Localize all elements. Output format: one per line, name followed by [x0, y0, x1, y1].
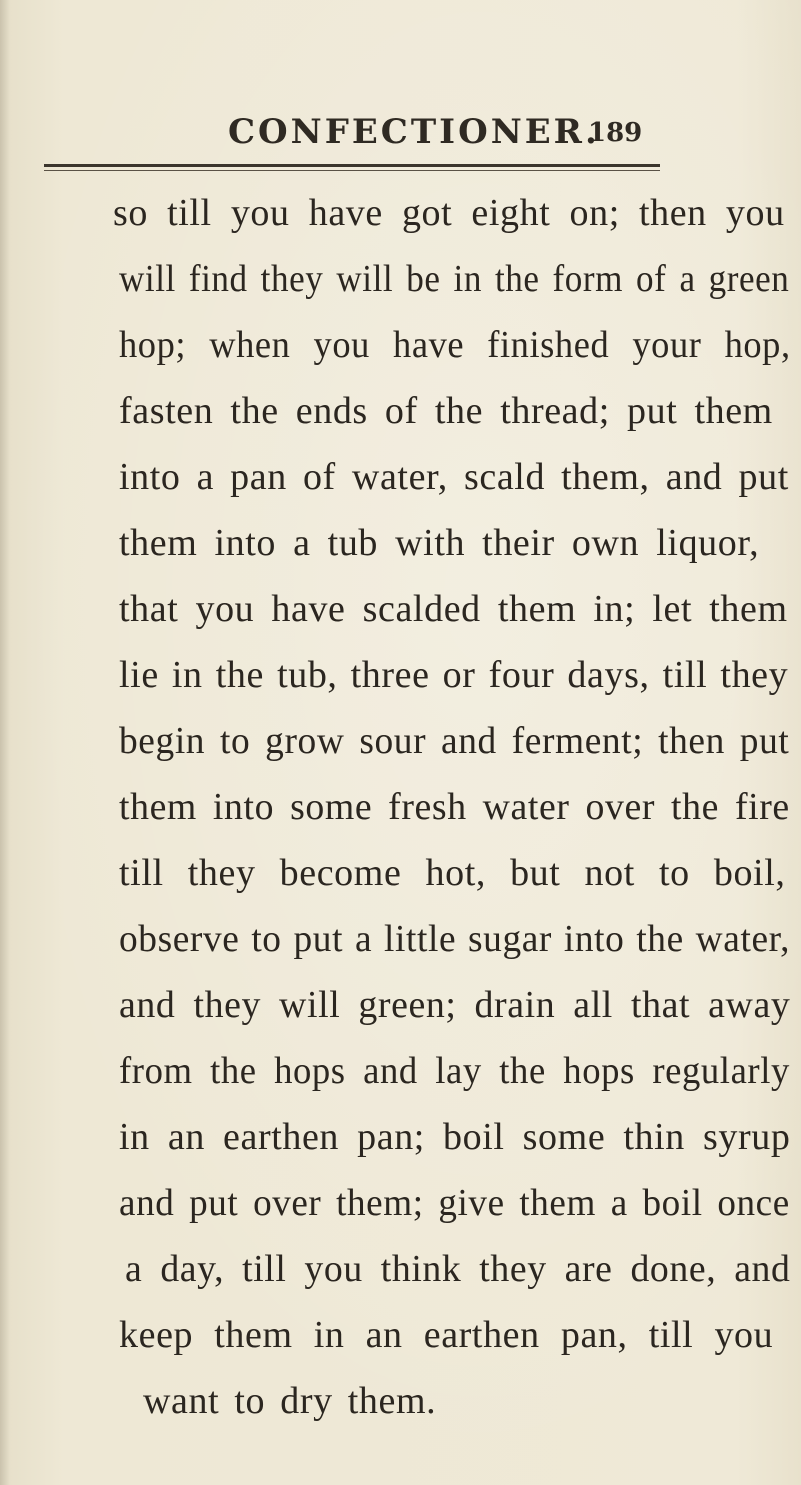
text-line: a day, till you think they are done, and [125, 1248, 791, 1290]
text-line: and they will green; drain all that away [119, 984, 791, 1026]
page-number: 189 [588, 118, 643, 148]
text-line: till they become hot, but not to boil, [119, 852, 786, 894]
text-line: them into some fresh water over the fire [119, 786, 790, 828]
text-line: want to dry them. [143, 1380, 437, 1422]
text-line: keep them in an earthen pan, till you [119, 1314, 774, 1356]
text-line: fasten the ends of the thread; put them [119, 390, 773, 432]
text-line: from the hops and lay the hops regularly [119, 1050, 790, 1092]
text-line: observe to put a little sugar into the water, [119, 918, 791, 960]
text-line: will find they will be in the form of a green [119, 258, 790, 300]
text-line: and put over them; give them a boil once [119, 1182, 790, 1224]
text-line: them into a tub with their own liquor, [119, 522, 760, 564]
text-line: so till you have got eight on; then you [113, 192, 785, 234]
text-line: into a pan of water, scald them, and put [119, 456, 789, 498]
text-line: begin to grow sour and ferment; then put [119, 720, 790, 762]
text-line: in an earthen pan; boil some thin syrup [119, 1116, 791, 1158]
text-line: lie in the tub, three or four days, till they [119, 654, 789, 696]
text-line: hop; when you have finished your hop, [119, 324, 791, 366]
running-head: CONFECTIONER. [228, 112, 600, 152]
text-line: that you have scalded them in; let them [119, 588, 788, 630]
